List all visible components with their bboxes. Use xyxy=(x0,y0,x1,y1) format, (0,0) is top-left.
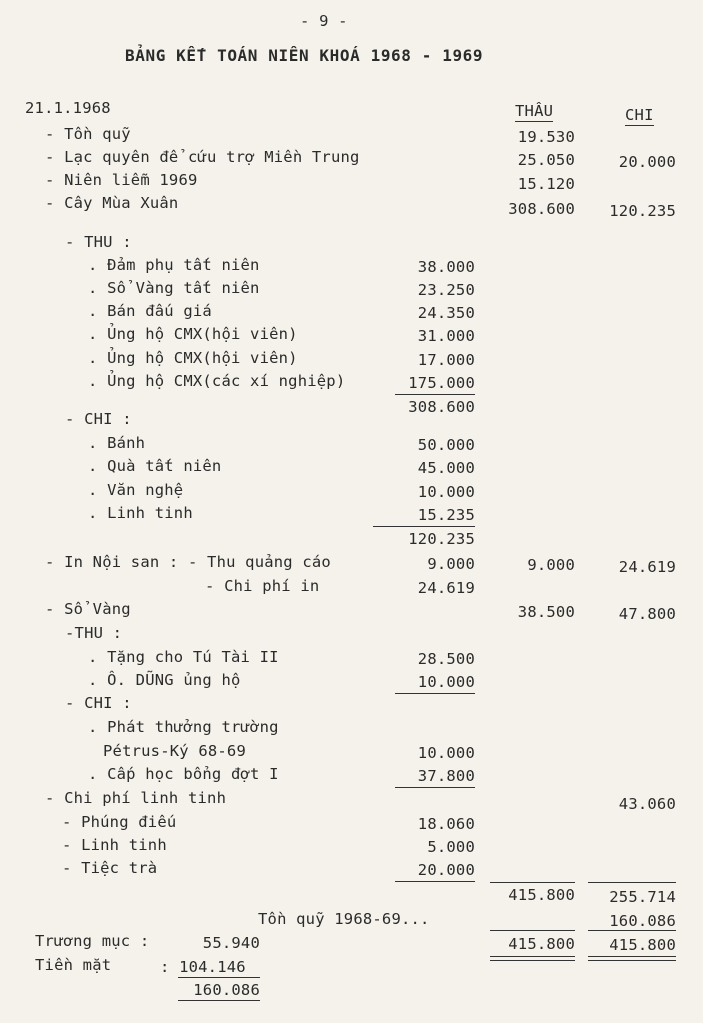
cmx-thu-amount: 31.000 xyxy=(417,327,475,345)
linh-tinh-amount: 5.000 xyxy=(427,838,475,856)
so-vang-thu-item: . Tặng cho Tú Tài II xyxy=(88,648,279,666)
cmx-thu-item: . Đảm phụ tất niên xyxy=(88,256,260,274)
so-vang-thau: 38.500 xyxy=(517,603,575,621)
tien-mat-label: Tiền mặt xyxy=(35,956,112,974)
cmx-chi-amount: 50.000 xyxy=(417,436,475,454)
linh-tinh-chi: 43.060 xyxy=(618,795,676,813)
cmx-thu-item: . Bán đấu giá xyxy=(88,302,212,320)
row-chi: 120.235 xyxy=(609,202,676,220)
cmx-thu-item: . Ủng hộ CMX(các xí nghiệp) xyxy=(88,372,346,390)
tien-mat-value: : 104.146 xyxy=(160,958,246,976)
so-vang-chi-amount: 37.800 xyxy=(417,767,475,785)
column-rule-chi xyxy=(588,882,676,883)
linh-tinh-item: - Linh tinh xyxy=(62,836,167,854)
linh-tinh-item: - Tiệc trà xyxy=(62,859,158,877)
column-rule-thau xyxy=(490,882,575,883)
noi-san-amount-2: 24.619 xyxy=(417,579,475,597)
row-label: - Tồn quỹ xyxy=(45,125,131,143)
noi-san-chi: 24.619 xyxy=(618,558,676,576)
subtotal-rule xyxy=(395,881,475,882)
cmx-thu-header: - THU : xyxy=(65,233,132,251)
column-header-thau: THÂU xyxy=(515,102,554,120)
column-header-chi: CHI xyxy=(625,106,654,124)
so-vang-chi: 47.800 xyxy=(618,605,676,623)
so-vang-chi-item: . Phát thưởng trường xyxy=(88,718,279,736)
row-label: - Cây Mùa Xuân xyxy=(45,194,179,212)
ton-quy-label: Tồn quỹ 1968-69... xyxy=(258,910,430,928)
final-chi: 415.800 xyxy=(609,936,676,954)
cmx-chi-amount: 45.000 xyxy=(417,459,475,477)
cmx-thu-amount: 175.000 xyxy=(408,374,475,392)
truong-muc-value: 55.940 xyxy=(202,934,260,952)
page-title: BẢNG KẾT TOÁN NIÊN KHOÁ 1968 - 1969 xyxy=(125,46,484,65)
cmx-chi-header: - CHI : xyxy=(65,410,132,428)
cash-rule xyxy=(178,977,260,978)
subtotal-rule xyxy=(395,394,475,395)
row-thau: 25.050 xyxy=(517,151,575,169)
cmx-thu-amount: 23.250 xyxy=(417,281,475,299)
cmx-thu-total: 308.600 xyxy=(408,398,475,416)
row-thau: 308.600 xyxy=(508,200,575,218)
so-vang-chi-amount: 10.000 xyxy=(417,744,475,762)
so-vang-thu-item: . Ô. DŨNG ủng hộ xyxy=(88,671,241,689)
cmx-thu-item: . Sổ Vàng tất niên xyxy=(88,279,260,297)
linh-tinh-label: - Chi phí linh tinh xyxy=(45,789,227,807)
cmx-thu-amount: 24.350 xyxy=(417,304,475,322)
subtotal-rule xyxy=(395,787,475,788)
linh-tinh-amount: 18.060 xyxy=(417,815,475,833)
linh-tinh-item: - Phúng điếu xyxy=(62,813,177,831)
cmx-chi-item: . Linh tinh xyxy=(88,504,193,522)
column-rule-chi xyxy=(588,930,676,931)
so-vang-chi-item-cont: Pétrus-Ký 68-69 xyxy=(103,742,246,760)
row-thau: 19.530 xyxy=(517,128,575,146)
ton-quy-value: 160.086 xyxy=(609,912,676,930)
column-rule-thau xyxy=(490,930,575,931)
date: 21.1.1968 xyxy=(25,99,111,117)
cmx-thu-item: . Ủng hộ CMX(hội viên) xyxy=(88,325,298,343)
double-rule-chi xyxy=(588,956,676,957)
row-chi: 20.000 xyxy=(618,153,676,171)
linh-tinh-amount: 20.000 xyxy=(417,861,475,879)
cmx-chi-total: 120.235 xyxy=(408,530,475,548)
cmx-thu-amount: 38.000 xyxy=(417,258,475,276)
so-vang-chi-header: - CHI : xyxy=(65,694,132,712)
cmx-chi-item: . Bánh xyxy=(88,434,146,452)
noi-san-label: - In Nội san : - Thu quảng cáo xyxy=(45,553,331,571)
double-rule-thau xyxy=(490,960,575,961)
cash-double-rule xyxy=(178,1000,260,1001)
so-vang-thu-amount: 10.000 xyxy=(417,673,475,691)
cmx-chi-item: . Văn nghệ xyxy=(88,481,184,499)
subtotal-rule xyxy=(395,693,475,694)
page-number: - 9 - xyxy=(300,12,348,30)
noi-san-label-2: - Chi phí in xyxy=(205,577,320,595)
row-thau: 15.120 xyxy=(517,175,575,193)
row-label: - Lạc quyên để cứu trợ Miền Trung xyxy=(45,148,360,166)
final-thau: 415.800 xyxy=(508,935,575,953)
cmx-thu-item: . Ủng hộ CMX(hội viên) xyxy=(88,349,298,367)
cmx-chi-amount: 15.235 xyxy=(417,506,475,524)
noi-san-amount: 9.000 xyxy=(427,555,475,573)
double-rule-chi xyxy=(588,960,676,961)
double-rule-thau xyxy=(490,956,575,957)
so-vang-thu-header: -THU : xyxy=(65,624,123,642)
so-vang-label: - Sổ Vàng xyxy=(45,600,131,618)
subtotal-rule xyxy=(373,526,475,527)
cmx-chi-item: . Quà tất niên xyxy=(88,457,222,475)
cmx-thu-amount: 17.000 xyxy=(417,351,475,369)
so-vang-chi-item: . Cấp học bổng đợt I xyxy=(88,765,279,783)
cmx-chi-amount: 10.000 xyxy=(417,483,475,501)
truong-muc-label: Trương mục : xyxy=(35,932,150,950)
total-thau: 415.800 xyxy=(508,886,575,904)
total-chi: 255.714 xyxy=(609,888,676,906)
noi-san-thau: 9.000 xyxy=(527,556,575,574)
row-label: - Niên liễm 1969 xyxy=(45,171,198,189)
cash-total: 160.086 xyxy=(193,981,260,999)
so-vang-thu-amount: 28.500 xyxy=(417,650,475,668)
